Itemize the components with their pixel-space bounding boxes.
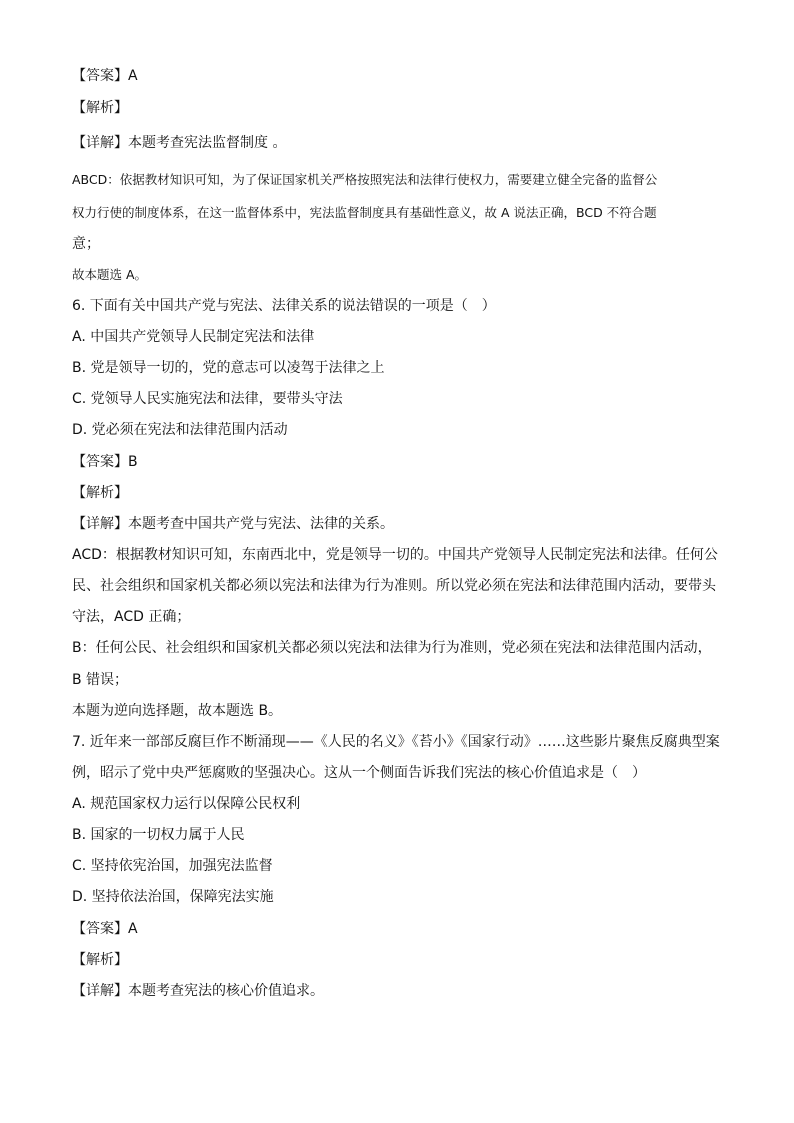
option-d: D. 党必须在宪法和法律范围内活动: [72, 422, 288, 438]
question-6-stem: 6. 下面有关中国共产党与宪法、法律关系的说法错误的一项是（ ）: [72, 298, 496, 314]
question-7-stem: 7. 近年来一部部反腐巨作不断涌现——《人民的名义》《苔小》《国家行动》……这些影片聚焦反腐典型案: [72, 734, 720, 750]
option-b: B. 国家的一切权力属于人民: [72, 827, 245, 843]
explanation-line: 权力行使的制度体系，在这一监督体系中，宪法监督制度具有基础性意义，故 A 说法正确，BCD 不符合题: [72, 205, 657, 220]
explanation-line: B 错误；: [72, 672, 129, 688]
option-a: A. 中国共产党领导人民制定宪法和法律: [72, 329, 315, 345]
option-c: C. 坚持依宪治国，加强宪法监督: [72, 858, 273, 874]
conclusion-line: 本题为逆向选择题，故本题选 B。: [72, 703, 283, 719]
answer-line: 【答案】A: [72, 68, 138, 84]
detail-line: 【详解】本题考查中国共产党与宪法、法律的关系。: [72, 516, 394, 532]
option-a: A. 规范国家权力运行以保障公民权利: [72, 796, 301, 812]
option-d: D. 坚持依法治国，保障宪法实施: [72, 889, 274, 905]
explanation-line: ABCD：依据教材知识可知，为了保证国家机关严格按照宪法和法律行使权力，需要建立健全完备的监督公: [72, 172, 658, 187]
explanation-line: B：任何公民、社会组织和国家机关都必须以宪法和法律为行为准则，党必须在宪法和法律范围内活动，: [72, 640, 712, 656]
option-b: B. 党是领导一切的，党的意志可以凌驾于法律之上: [72, 360, 385, 376]
analysis-heading: 【解析】: [72, 952, 128, 968]
option-c: C. 党领导人民实施宪法和法律，要带头守法: [72, 391, 343, 407]
conclusion-line: 故本题选 A。: [72, 267, 148, 282]
explanation-line: 民、社会组织和国家机关都必须以宪法和法律为行为准则。所以党必须在宪法和法律范围内活动，要带头: [72, 578, 716, 594]
answer-line: 【答案】B: [72, 454, 138, 470]
detail-line: 【详解】本题考查宪法监督制度 。: [72, 135, 287, 151]
analysis-heading: 【解析】: [72, 100, 128, 116]
explanation-line: ACD：根据教材知识可知，东南西北中，党是领导一切的。中国共产党领导人民制定宪法和法律。任何公: [72, 547, 718, 563]
explanation-line: 意；: [72, 236, 100, 252]
question-7-stem: 例，昭示了党中央严惩腐败的坚强决心。这从一个侧面告诉我们宪法的核心价值追求是（ ）: [72, 765, 646, 781]
analysis-heading: 【解析】: [72, 485, 128, 501]
detail-line: 【详解】本题考查宪法的核心价值追求。: [72, 983, 324, 999]
answer-line: 【答案】A: [72, 921, 138, 937]
explanation-line: 守法，ACD 正确；: [72, 609, 191, 625]
